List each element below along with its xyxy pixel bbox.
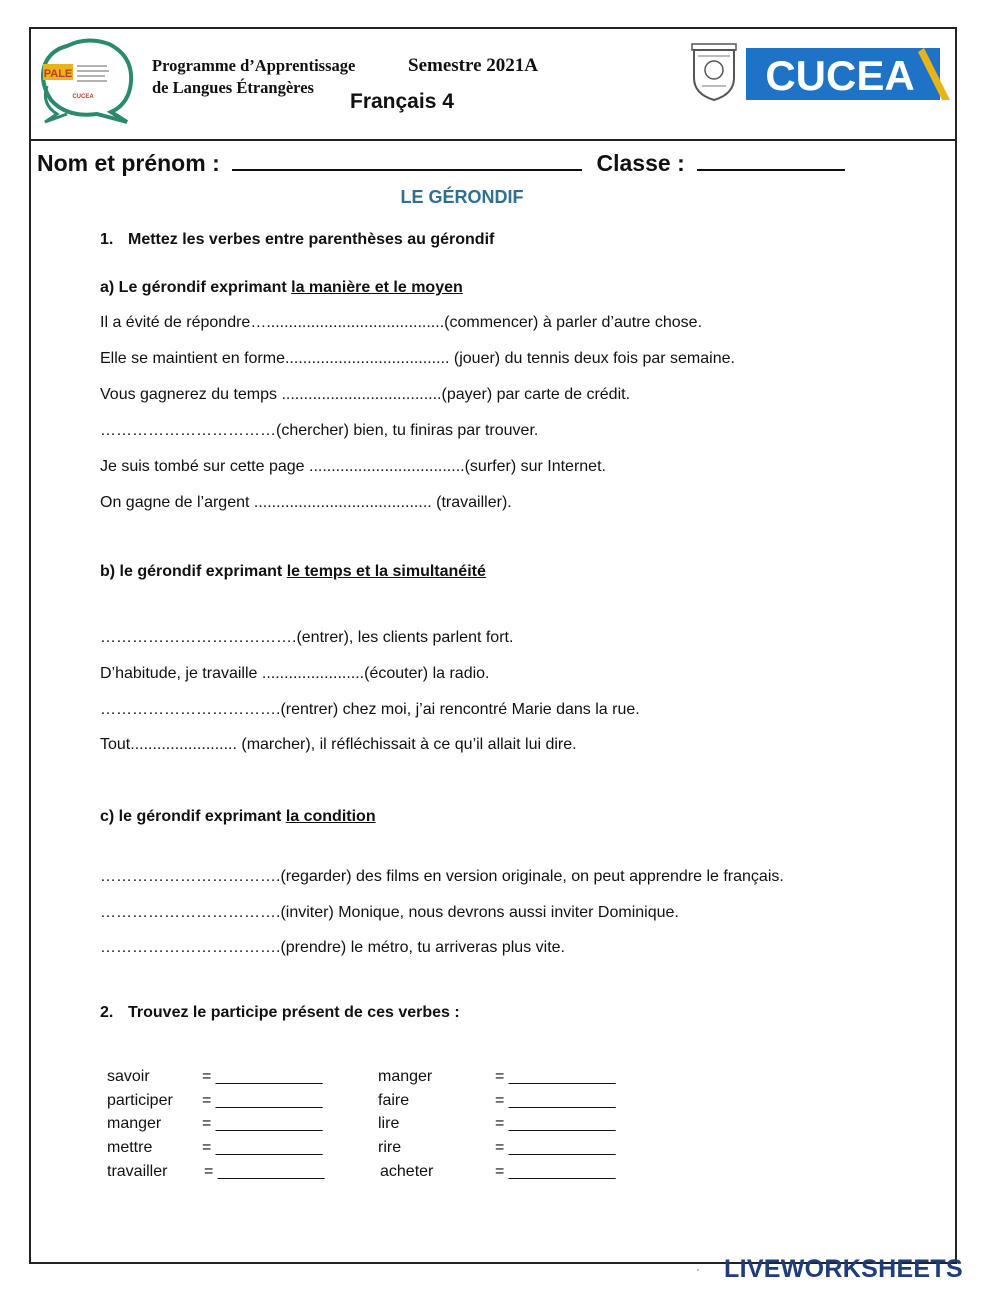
- section-c-topic: la condition: [285, 808, 376, 825]
- liveworksheets-logo-icon: [697, 1254, 723, 1286]
- exercise-1-number: 1.: [100, 231, 114, 248]
- section-b-heading: [100, 563, 486, 581]
- exercise-line[interactable]: ……………………………….(entrer), les clients parlent fort.: [100, 629, 514, 646]
- worksheet-title: LE GÉRONDIF: [400, 187, 524, 207]
- exercise-line[interactable]: D’habitude, je travaille .......................(écouter) la radio.: [100, 665, 490, 682]
- exercise-line[interactable]: ……………………………(chercher) bien, tu finiras par trouver.: [100, 422, 539, 439]
- exercise-line[interactable]: Tout........................ (marcher), il réfléchissait à ce qu’il allait lui dire.: [100, 736, 577, 753]
- verb-right: lire: [378, 1115, 400, 1132]
- course-title: Français 4: [350, 90, 454, 113]
- verb-right: faire: [378, 1092, 410, 1109]
- program-line-1: Programme d’Apprentissage: [152, 56, 356, 75]
- class-field[interactable]: [697, 151, 845, 171]
- verb-left: savoir: [107, 1068, 150, 1085]
- exercise-2-heading: [100, 1004, 460, 1022]
- section-b-topic: le temps et la simultanéité: [286, 563, 486, 580]
- section-a-prefix: a) Le gérondif exprimant: [100, 279, 292, 296]
- name-field[interactable]: [232, 151, 582, 171]
- program-title: [152, 55, 355, 99]
- section-c-heading: [100, 808, 376, 826]
- verb-left: travailler: [107, 1163, 168, 1180]
- exercise-line[interactable]: On gagne de l’argent ........................................ (travailler).: [100, 494, 512, 511]
- section-c-prefix: c) le gérondif exprimant: [100, 808, 286, 825]
- name-label: Nom et prénom :: [37, 150, 220, 176]
- exercise-line[interactable]: …………………………….(rentrer) chez moi, j’ai rencontré Marie dans la rue.: [100, 701, 640, 718]
- verb-right: rire: [378, 1139, 402, 1156]
- section-a-topic: la manière et le moyen: [291, 279, 463, 296]
- exercise-line[interactable]: …………………………….(regarder) des films en version originale, on peut apprendre le français.: [100, 868, 784, 885]
- exercise-line[interactable]: Je suis tombé sur cette page ...................................(surfer) sur Internet.: [100, 458, 606, 475]
- answer-blank[interactable]: = ____________: [204, 1163, 325, 1180]
- answer-blank[interactable]: = ____________: [495, 1115, 616, 1132]
- section-a-heading: [100, 279, 463, 297]
- watermark: LIVEWORKSHEETS: [724, 1255, 963, 1283]
- verb-left: mettre: [107, 1139, 153, 1156]
- answer-blank[interactable]: = ____________: [495, 1092, 616, 1109]
- cucea-logo: [746, 48, 950, 100]
- exercise-line[interactable]: …………………………….(prendre) le métro, tu arriveras plus vite.: [100, 939, 565, 956]
- student-info-row: [37, 150, 845, 177]
- university-crest-icon: [688, 42, 740, 102]
- exercise-line[interactable]: …………………………….(inviter) Monique, nous devrons aussi inviter Dominique.: [100, 904, 679, 921]
- exercise-2-text: Trouvez le participe présent de ces verbes :: [128, 1004, 460, 1021]
- verb-right: acheter: [380, 1163, 434, 1180]
- pale-logo: [37, 34, 137, 124]
- exercise-1-heading: [100, 231, 494, 249]
- class-label: Classe :: [596, 150, 685, 176]
- answer-blank[interactable]: = ____________: [202, 1139, 323, 1156]
- answer-blank[interactable]: = ____________: [495, 1068, 616, 1085]
- logo-subtext: CUCEA: [72, 94, 94, 100]
- logo-text: PALE: [43, 68, 73, 80]
- semester: Semestre 2021A: [408, 55, 538, 76]
- program-line-2: de Langues Étrangères: [152, 78, 314, 97]
- answer-blank[interactable]: = ____________: [495, 1163, 616, 1180]
- exercise-1-text: Mettez les verbes entre parenthèses au gérondif: [128, 231, 495, 248]
- exercise-line[interactable]: Elle se maintient en forme..................................... (jouer) du tennis deux fois par semaine.: [100, 350, 735, 367]
- answer-blank[interactable]: = ____________: [202, 1092, 323, 1109]
- section-b-prefix: b) le gérondif exprimant: [100, 563, 287, 580]
- verb-right: manger: [378, 1068, 433, 1085]
- header-divider: [29, 139, 957, 141]
- exercise-line[interactable]: Il a évité de répondre…........................................(commencer) à parler d’autre chose.: [100, 314, 703, 331]
- verb-left: manger: [107, 1115, 162, 1132]
- verb-left: participer: [107, 1092, 173, 1109]
- answer-blank[interactable]: = ____________: [202, 1068, 323, 1085]
- answer-blank[interactable]: = ____________: [495, 1139, 616, 1156]
- brand-text: CUCEA: [765, 52, 915, 99]
- exercise-line[interactable]: Vous gagnerez du temps ....................................(payer) par carte de crédit.: [100, 386, 631, 403]
- answer-blank[interactable]: = ____________: [202, 1115, 323, 1132]
- exercise-2-number: 2.: [100, 1004, 114, 1021]
